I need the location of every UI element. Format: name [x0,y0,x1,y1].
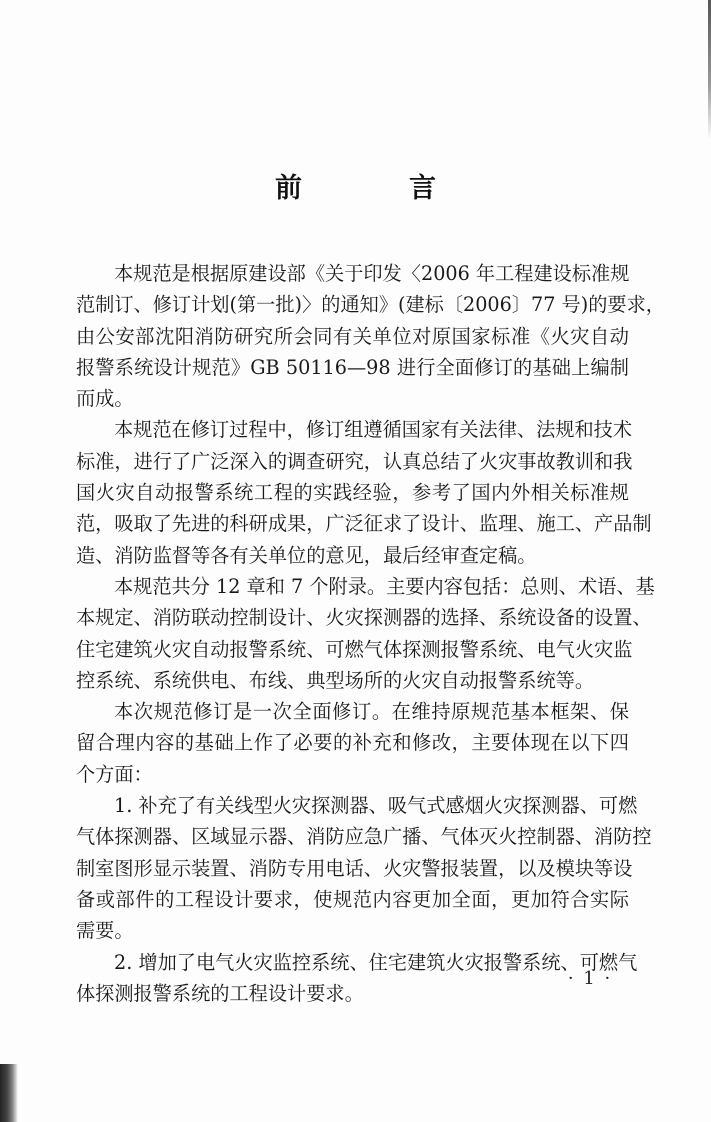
text-line: 本规范在修订过程中，修订组遵循国家有关法律、法规和技术 [114,418,633,442]
paragraph [76,571,655,696]
text-line: 标准，进行了广泛深入的调查研究，认真总结了火灾事故教训和我 [76,449,633,473]
text-line: 留合理内容的基础上作了必要的补充和修改，主要体现在以下四 [76,731,629,755]
text-line: 2. 增加了电气火灾监控系统、住宅建筑火灾报警系统、可燃气 [114,950,638,974]
text-line: 本次规范修订是一次全面修订。在维持原规范基本框架、保 [114,700,629,724]
page-title: 前 言 [275,173,476,204]
text-line: 由公安部沈阳消防研究所会同有关单位对原国家标准《火灾自动 [76,324,629,348]
text-line: 报警系统设计规范》GB 50116—98 进行全面修订的基础上编制 [76,355,629,379]
text-line: 国火灾自动报警系统工程的实践经验，参考了国内外相关标准规 [76,481,629,505]
text-line: 造、消防监督等各有关单位的意见，最后经审查定稿。 [76,543,537,567]
text-line: 1. 补充了有关线型火灾探测器、吸气式感烟火灾探测器、可燃 [114,794,638,818]
text-line: 范，吸取了先进的科研成果，广泛征求了设计、监理、施工、产品制 [76,512,652,536]
scan-shadow-bottom-left [0,1064,18,1122]
text-line: 本规范是根据原建设部《关于印发〈2006 年工程建设标准规 [114,262,630,285]
page-number: · 1 · [567,968,613,989]
paragraph [76,947,638,1010]
paragraph [76,696,629,790]
text-line: 需要。 [76,919,134,943]
text-line: 本规定、消防联动控制设计、火灾探测器的选择、系统设备的设置、 [76,606,652,630]
text-line: 个方面： [76,762,153,786]
paragraph [76,258,665,414]
text-line: 而成。 [76,387,134,411]
paragraph [76,414,652,570]
text-line: 气体探测器、区域显示器、消防应急广播、气体灭火控制器、消防控 [76,825,652,849]
text-line: 备或部件的工程设计要求，使规范内容更加全面，更加符合实际 [76,887,629,911]
text-line: 住宅建筑火灾自动报警系统、可燃气体探测报警系统、电气火灾监 [76,637,633,661]
body-text [76,258,665,1009]
text-line: 范制订、修订计划(第一批)〉的通知》(建标〔2006〕77 号)的要求， [76,293,665,317]
text-line: 本规范共分 12 章和 7 个附录。主要内容包括：总则、术语、基 [114,574,655,598]
text-line: 制室图形显示装置、消防专用电话、火灾警报装置，以及模块等设 [76,856,633,880]
paragraph [76,790,652,946]
text-line: 体探测报警系统的工程设计要求。 [76,981,364,1005]
text-line: 控系统、系统供电、布线、典型场所的火灾自动报警系统等。 [76,668,595,692]
